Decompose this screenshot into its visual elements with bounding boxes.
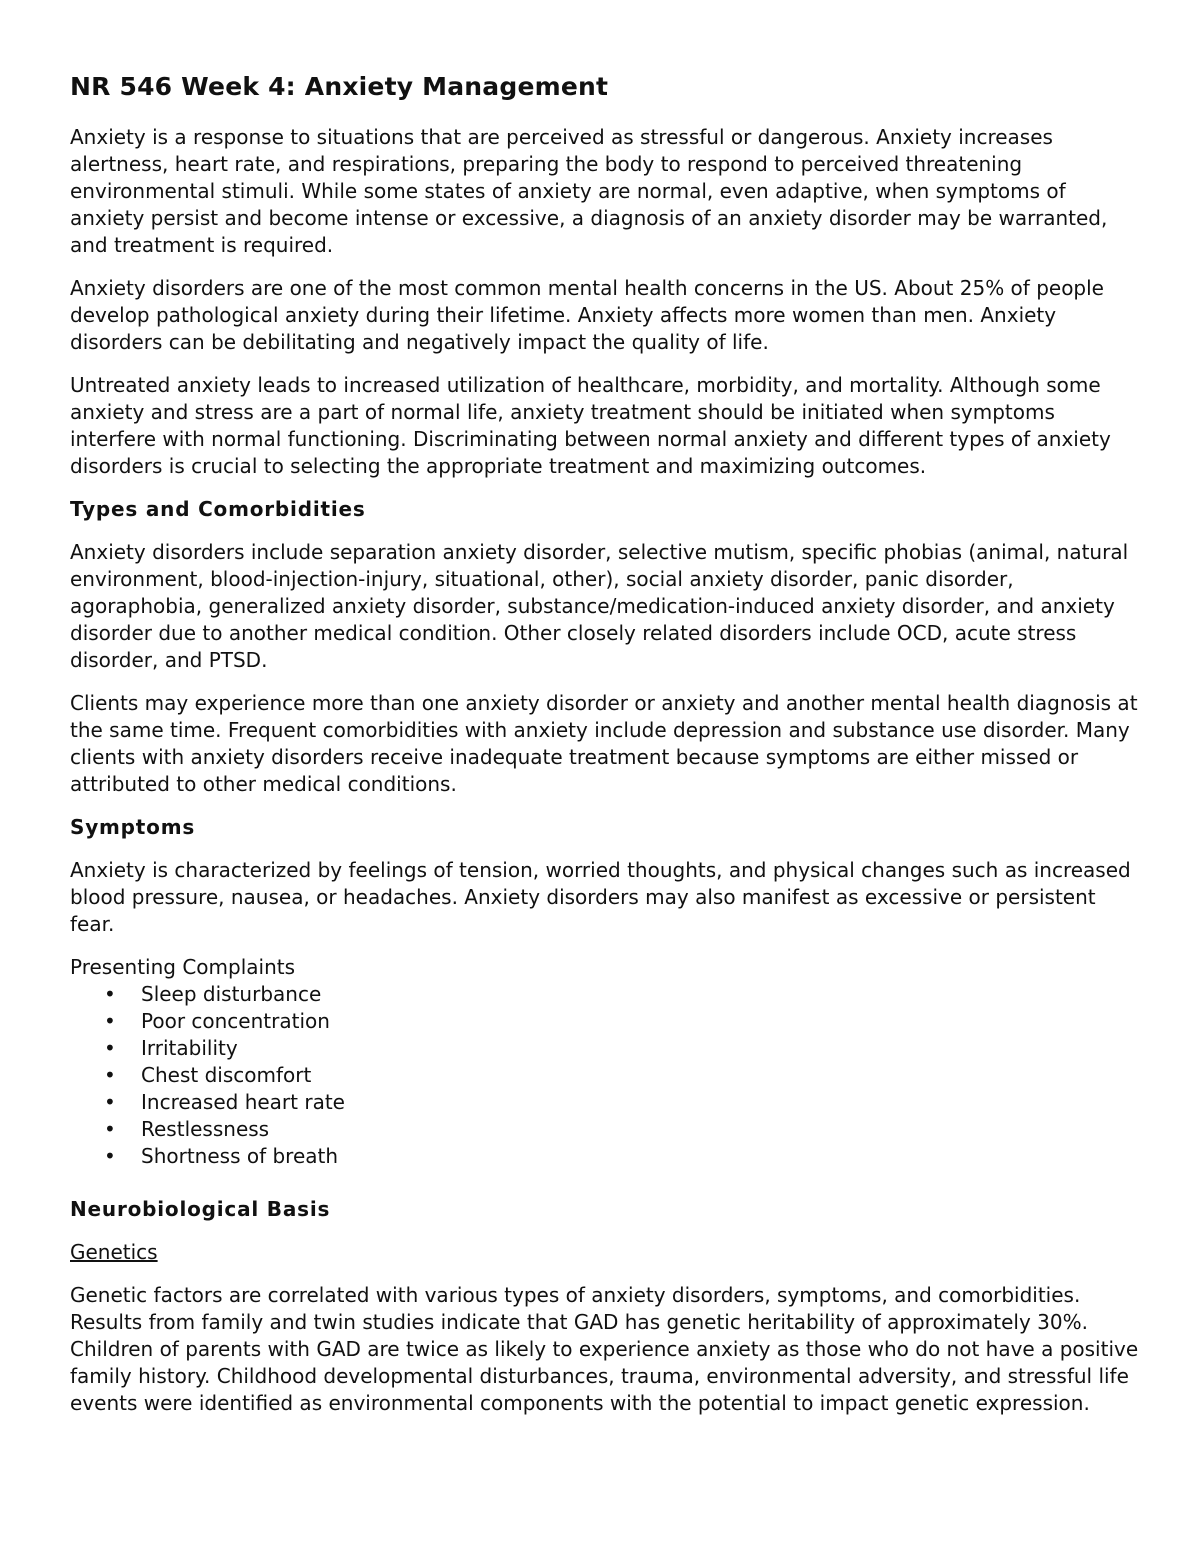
- symptoms-heading: Symptoms: [70, 815, 196, 839]
- types-paragraph-2: Clients may experience more than one anxiety disorder or anxiety and another mental health diagnosis at the same time. Frequent comorbidities with anxiety include depression and substance use disorder. Many clients with anxiety disorders receive inadequate treatment because symptoms are either missed or attributed to other medical conditions.: [70, 691, 1138, 796]
- list-item-text: Irritability: [141, 1036, 238, 1060]
- document-title: NR 546 Week 4: Anxiety Management: [70, 72, 609, 101]
- intro-paragraph-2: Anxiety disorders are one of the most common mental health concerns in the US. About 25% of people develop pathological anxiety during their lifetime. Anxiety affects more women than men. Anxiety disorders can be debilitating and negatively impact the quality of life.: [70, 276, 1104, 354]
- bullet-icon: •: [104, 1009, 116, 1033]
- list-item-text: Shortness of breath: [141, 1144, 339, 1168]
- bullet-icon: •: [104, 982, 116, 1006]
- genetics-paragraph: Genetic factors are correlated with various types of anxiety disorders, symptoms, and comorbidities. Results from family and twin studies indicate that GAD has genetic heritability of approximately 30%. Children of parents with GAD are twice as likely to experience anxiety as those who do not have a positive family history. Childhood developmental disturbances, trauma, environmental adversity, and stressful life events were identified as environmental components with the potential to impact genetic expression.: [70, 1283, 1139, 1415]
- symptoms-paragraph: Anxiety is characterized by feelings of tension, worried thoughts, and physical changes such as increased blood pressure, nausea, or headaches. Anxiety disorders may also manifest as excessive or persistent fear.: [70, 858, 1131, 936]
- bullet-icon: •: [104, 1117, 116, 1141]
- list-item: [70, 1089, 1140, 1116]
- list-item: [70, 1008, 1140, 1035]
- list-item: [70, 1035, 1140, 1062]
- presenting-complaints-list: [70, 981, 1140, 1170]
- list-item: [70, 981, 1140, 1008]
- bullet-icon: •: [104, 1090, 116, 1114]
- intro-paragraph-3: Untreated anxiety leads to increased utilization of healthcare, morbidity, and mortality. Although some anxiety and stress are a part of normal life, anxiety treatment should be initiated when symptoms interfere with normal functioning. Discriminating between normal anxiety and different types of anxiety disorders is crucial to selecting the appropriate treatment and maximizing outcomes.: [70, 373, 1111, 478]
- intro-paragraph-1: Anxiety is a response to situations that are perceived as stressful or dangerous. Anxiety increases alertness, heart rate, and respirations, preparing the body to respond to perceived threatening environmental stimuli. While some states of anxiety are normal, even adaptive, when symptoms of anxiety persist and become intense or excessive, a diagnosis of an anxiety disorder may be warranted, and treatment is required.: [70, 125, 1108, 257]
- list-item-text: Increased heart rate: [141, 1090, 345, 1114]
- list-item: [70, 1116, 1140, 1143]
- list-item-text: Restlessness: [141, 1117, 270, 1141]
- list-item-text: Sleep disturbance: [141, 982, 322, 1006]
- list-item: [70, 1062, 1140, 1089]
- list-item: [70, 1143, 1140, 1170]
- types-paragraph-1: Anxiety disorders include separation anxiety disorder, selective mutism, specific phobias (animal, natural environment, blood-injection-injury, situational, other), social anxiety disorder, panic disorder, agoraphobia, generalized anxiety disorder, substance/medication-induced anxiety disorder, and anxiety disorder due to another medical condition. Other closely related disorders include OCD, acute stress disorder, and PTSD.: [70, 540, 1129, 672]
- bullet-icon: •: [104, 1144, 116, 1168]
- bullet-icon: •: [104, 1036, 116, 1060]
- bullet-icon: •: [104, 1063, 116, 1087]
- presenting-complaints-label: Presenting Complaints: [70, 955, 296, 979]
- list-item-text: Poor concentration: [141, 1009, 330, 1033]
- types-heading: Types and Comorbidities: [70, 497, 366, 521]
- list-item-text: Chest discomfort: [141, 1063, 312, 1087]
- genetics-subheading: Genetics: [70, 1240, 158, 1264]
- neurobiological-heading: Neurobiological Basis: [70, 1197, 331, 1221]
